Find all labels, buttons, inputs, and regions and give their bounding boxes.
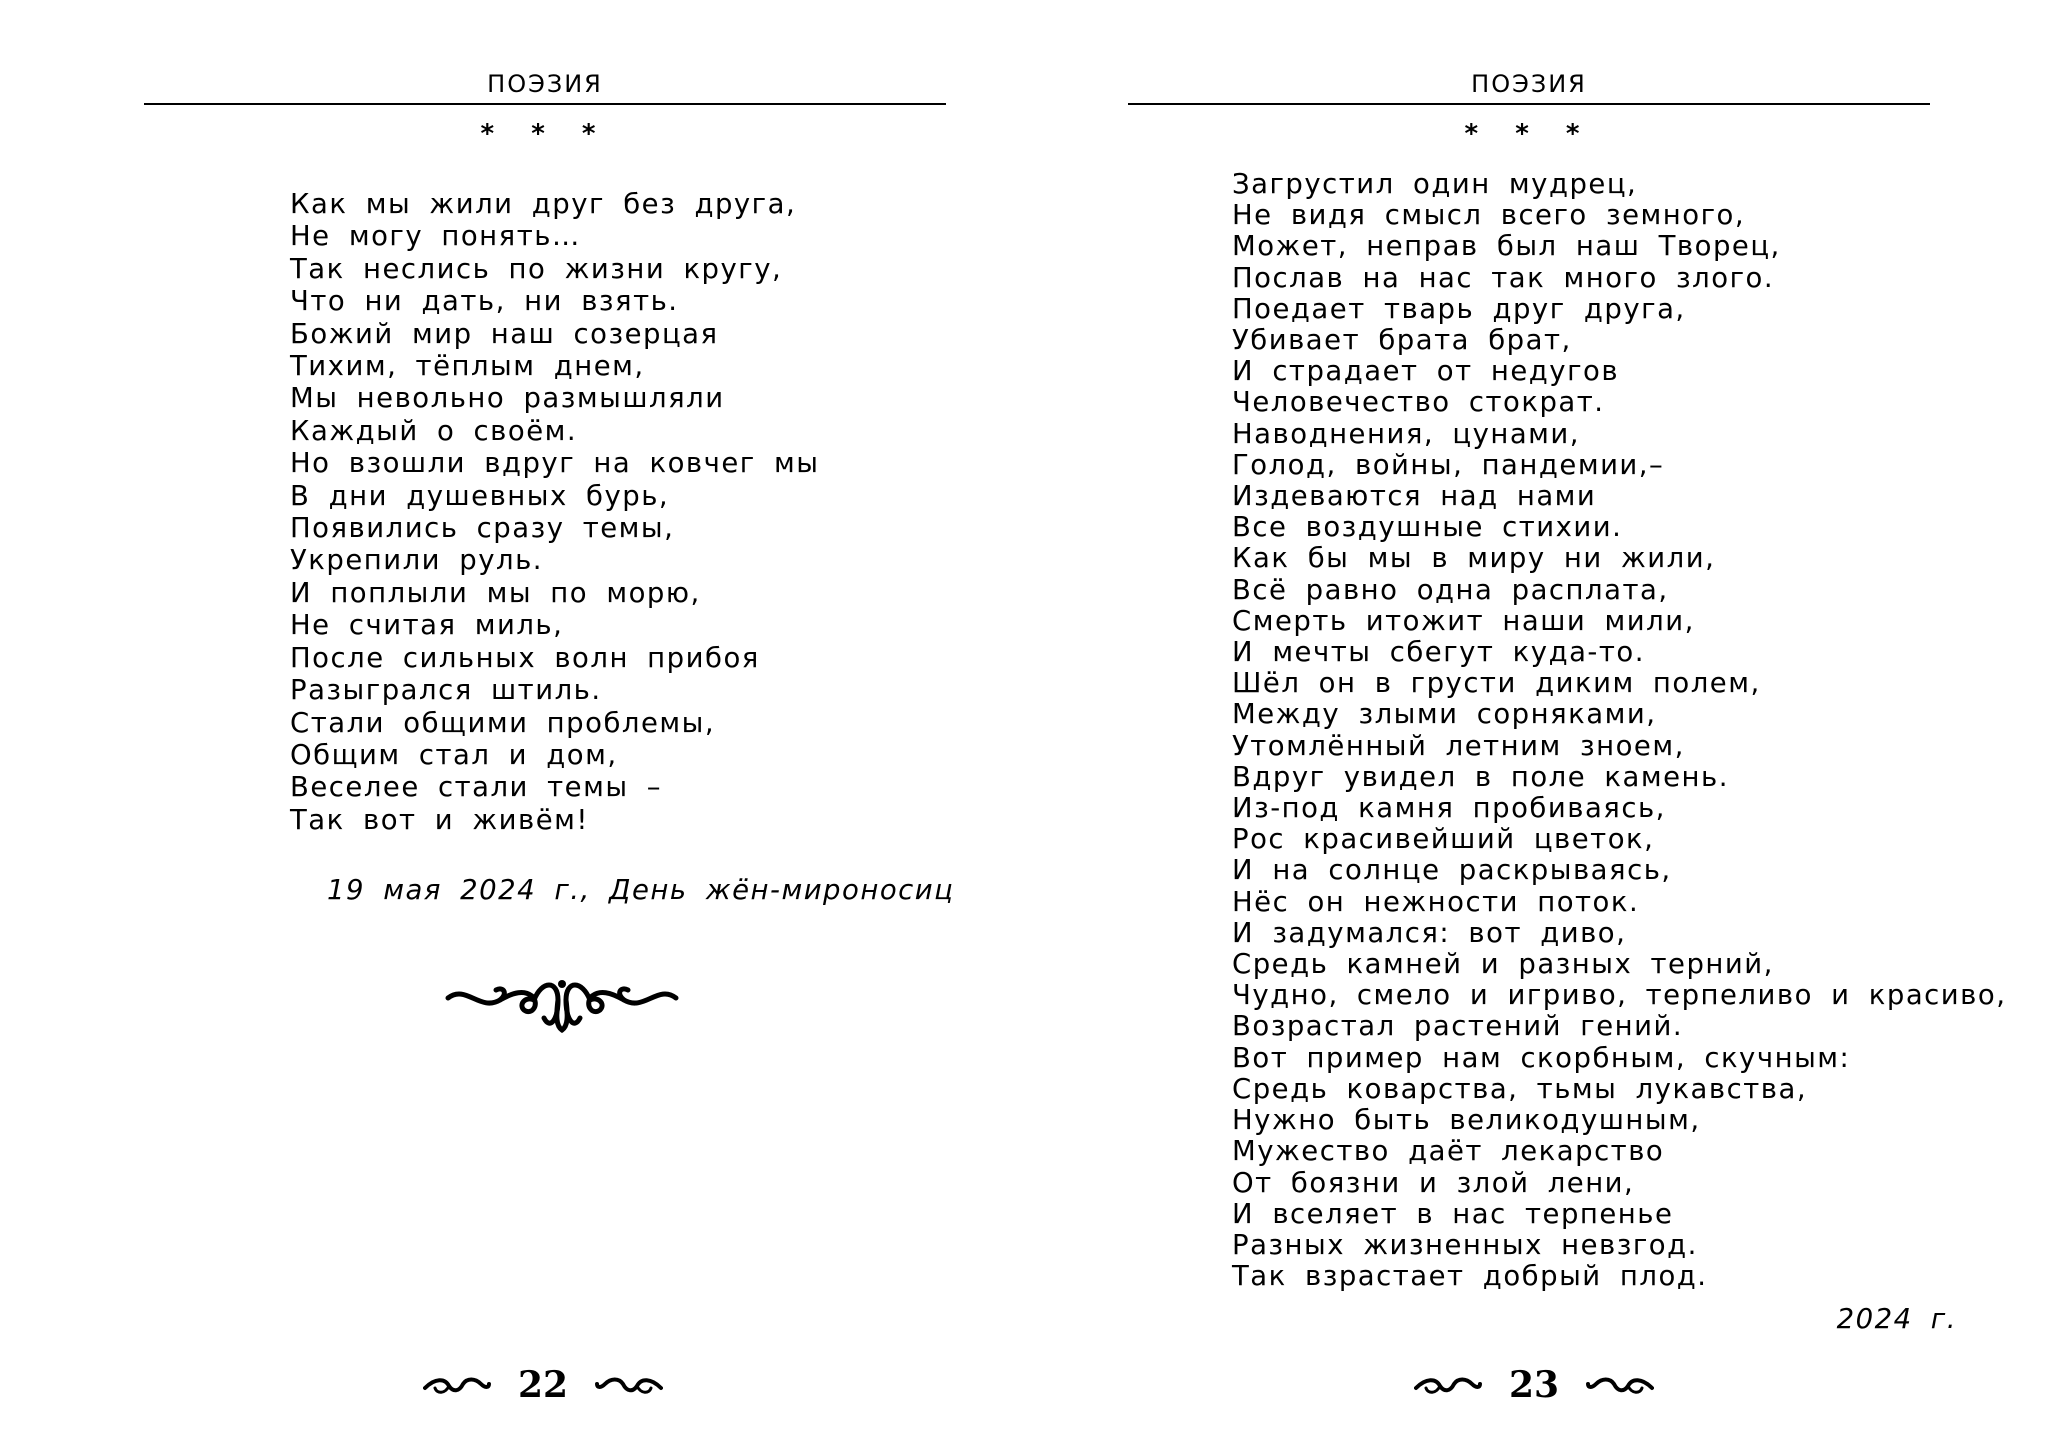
poem-line: Убивает брата брат, xyxy=(1232,324,1572,357)
poem-line: Возрастал растений гений. xyxy=(1232,1010,1684,1043)
header-rule xyxy=(1128,103,1930,105)
header-rule xyxy=(144,103,946,105)
poem-line: И поплыли мы по морю, xyxy=(290,576,701,609)
poem-text xyxy=(1232,169,2006,1292)
page-number xyxy=(1414,1360,1654,1410)
poem-line: В дни душевных бурь, xyxy=(290,479,670,512)
swash-icon xyxy=(595,1374,663,1396)
poem-line: И на солнце раскрываясь, xyxy=(1232,854,1672,887)
poem-line: Появились сразу темы, xyxy=(290,512,675,545)
poem-line: Рос красивейший цветок, xyxy=(1232,823,1655,856)
poem-line: И вселяет в нас терпенье xyxy=(1232,1197,1674,1230)
poem-line: Из-под камня пробиваясь, xyxy=(1232,792,1666,825)
poem-line: Чудно, смело и игриво, терпеливо и красиво, xyxy=(1232,979,2007,1012)
poem-dateline: 2024 г. xyxy=(1836,1303,1957,1335)
poem-line: Вдруг увидел в поле камень. xyxy=(1232,760,1729,793)
poem-line: Шёл он в грусти диким полем, xyxy=(1232,667,1761,700)
poem-line: Тихим, тёплым днем, xyxy=(290,350,645,383)
poem-line: И мечты сбегут куда-то. xyxy=(1232,636,1645,669)
poem-line: Все воздушные стихии. xyxy=(1232,511,1623,544)
poem-line: Человечество стократ. xyxy=(1232,386,1605,419)
poem-line: Не видя смысл всего земного, xyxy=(1232,199,1746,232)
poem-line: Утомлённый летним зноем, xyxy=(1232,729,1685,762)
running-head: ПОЭЗИЯ xyxy=(1471,70,1587,98)
poem-line: Голод, войны, пандемии,– xyxy=(1232,448,1665,481)
poem-line: Мужество даёт лекарство xyxy=(1232,1135,1665,1168)
page-number xyxy=(423,1360,663,1410)
poem-line: Не могу понять… xyxy=(290,220,581,253)
poem-line: Вот пример нам скорбным, скучным: xyxy=(1232,1041,1851,1074)
poem-line: От боязни и злой лени, xyxy=(1232,1166,1635,1199)
running-head: ПОЭЗИЯ xyxy=(487,70,603,98)
poem-line: Мы невольно размышляли xyxy=(290,382,725,415)
section-mark: * * * xyxy=(480,119,610,149)
poem-line: Смерть итожит наши мили, xyxy=(1232,604,1695,637)
poem-line: Средь коварства, тьмы лукавства, xyxy=(1232,1072,1808,1105)
poem-line: Каждый о своём. xyxy=(290,414,578,447)
poem-line: Так вот и живём! xyxy=(290,803,589,836)
right-page xyxy=(1029,0,2058,1454)
poem-line: Средь камней и разных терний, xyxy=(1232,948,1774,981)
poem-line: Нёс он нежности поток. xyxy=(1232,885,1640,918)
poem-line: Общим стал и дом, xyxy=(290,738,618,771)
poem-line: И задумался: вот диво, xyxy=(1232,916,1627,949)
poem-dateline: 19 мая 2024 г., День жён-мироносиц xyxy=(327,874,955,906)
poem-line: Как мы жили друг без друга, xyxy=(290,188,797,220)
swash-icon xyxy=(1586,1374,1654,1396)
page-number-value: 22 xyxy=(517,1364,569,1406)
poem-line: Веселее стали темы – xyxy=(290,771,663,804)
poem-line: Послав на нас так много злого. xyxy=(1232,261,1775,294)
poem-line: Как бы мы в миру ни жили, xyxy=(1232,542,1716,575)
poem-line: Так неслись по жизни кругу, xyxy=(290,252,783,285)
poem-line: Издеваются над нами xyxy=(1232,480,1597,513)
poem-line: Укрепили руль. xyxy=(290,544,544,577)
poem-line: Божий мир наш созерцая xyxy=(290,317,719,350)
poem-line: Но взошли вдруг на ковчег мы xyxy=(290,447,820,480)
poem-line: Может, неправ был наш Творец, xyxy=(1232,230,1781,263)
poem-line: И страдает от недугов xyxy=(1232,355,1620,388)
poem-line: Загрустил один мудрец, xyxy=(1232,168,1638,200)
poem-line: Стали общими проблемы, xyxy=(290,706,716,739)
section-mark: * * * xyxy=(1464,119,1594,149)
poem-text xyxy=(290,188,819,836)
poem-line: Так взрастает добрый плод. xyxy=(1232,1260,1708,1293)
poem-line: Разыгрался штиль. xyxy=(290,674,602,707)
page-number-value: 23 xyxy=(1508,1364,1560,1406)
swash-icon xyxy=(1414,1374,1482,1396)
poem-line: Не считая миль, xyxy=(290,609,564,642)
poem-line: Нужно быть великодушным, xyxy=(1232,1104,1701,1137)
poem-line: Что ни дать, ни взять. xyxy=(290,285,679,318)
poem-line: Между злыми сорняками, xyxy=(1232,698,1657,731)
poem-line: После сильных волн прибоя xyxy=(290,641,760,674)
poem-line: Поедает тварь друг друга, xyxy=(1232,292,1686,325)
poem-line: Наводнения, цунами, xyxy=(1232,417,1581,450)
swash-icon xyxy=(423,1374,491,1396)
scroll-vignette-icon xyxy=(444,970,680,1036)
poem-line: Разных жизненных невзгод. xyxy=(1232,1228,1698,1261)
poem-line: Всё равно одна расплата, xyxy=(1232,573,1669,606)
